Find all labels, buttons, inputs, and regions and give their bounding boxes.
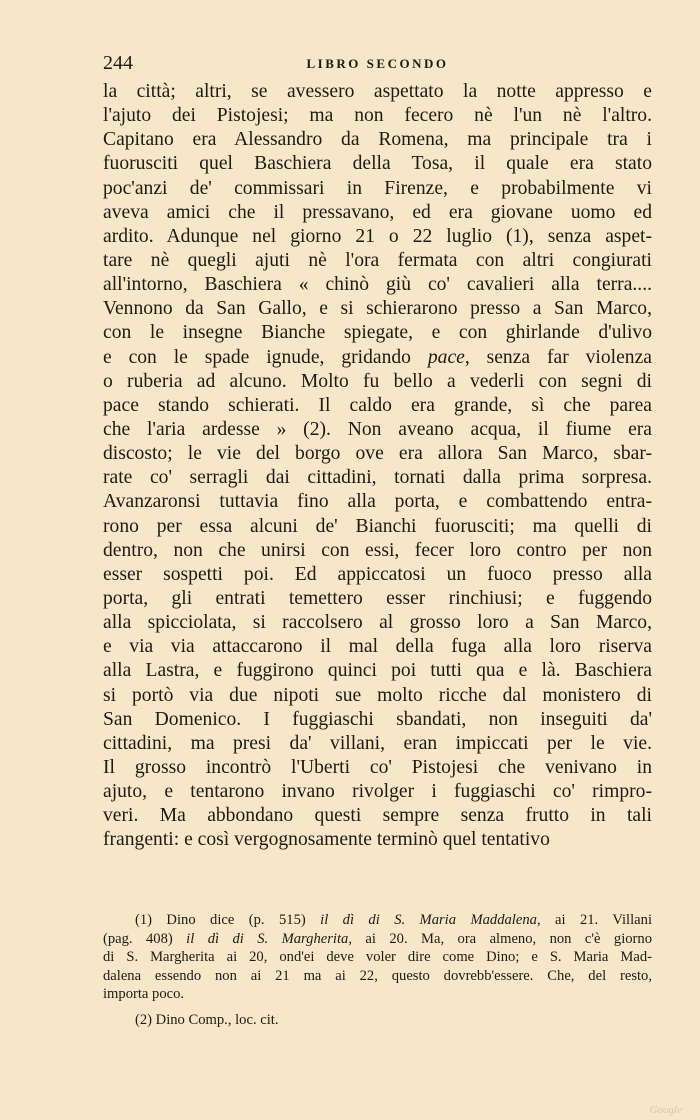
footnote-line: di S. Margherita ai 20, ond'ei deve voler dire come Dino; e S. Maria Mad-: [103, 949, 652, 965]
text-line: Avanzaronsi tuttavia fino alla porta, e combattendo entra-: [103, 491, 652, 513]
text-line: ardito. Adunque nel giorno 21 o 22 luglio (1), senza aspet-: [103, 225, 652, 247]
text-line: tare nè quegli ajuti nè l'ora fermata con altri congiurati: [103, 249, 652, 271]
text-line: e con le spade ignude, gridando pace, senza far violenza: [103, 346, 652, 368]
body-text: [103, 80, 652, 853]
watermark: Google: [649, 1104, 682, 1116]
text-line: esser sospetti poi. Ed appiccatosi un fuoco presso alla: [103, 563, 652, 585]
running-head: [103, 52, 652, 76]
footnote-line: importa poco.: [103, 986, 185, 1002]
footnote-line: (1) Dino dice (p. 515) il dì di S. Maria Maddalena, ai 21. Villani: [135, 912, 652, 928]
text-line: San Domenico. I fuggiaschi sbandati, non inseguiti da': [103, 708, 652, 730]
text-line: che l'aria ardesse » (2). Non aveano acqua, il fiume era: [103, 418, 652, 440]
header-title: LIBRO SECONDO: [306, 56, 449, 71]
text-line: si portò via due nipoti sue molto ricche dal monistero di: [103, 684, 652, 706]
text-line: rono per essa alcuni de' Bianchi fuorusciti; ma quelli di: [103, 515, 652, 537]
text-line: poc'anzi de' commissari in Firenze, e probabilmente vi: [103, 177, 652, 199]
text-line: cittadini, ma presi da' villani, eran impiccati per le vie.: [103, 732, 652, 754]
footnote-line: dalena essendo non ai 21 ma ai 22, questo dovrebb'essere. Che, del resto,: [103, 967, 652, 984]
text-line: ajuto, e tentarono invano rivolger i fuggiaschi co' rimpro-: [103, 781, 652, 803]
text-line: all'intorno, Baschiera « chinò giù co' cavalieri alla terra....: [103, 274, 652, 296]
footnote-line: (pag. 408) il dì di S. Margherita, ai 20. Ma, ora almeno, non c'è giorno: [103, 930, 652, 947]
text-line: pace stando schierati. Il caldo era grande, sì che parea: [103, 394, 652, 416]
text-line: Il grosso incontrò l'Uberti co' Pistojesi che venivano in: [103, 756, 652, 778]
text-line: frangenti: e così vergognosamente terminò quel tentativo: [103, 829, 550, 851]
text-line: fuorusciti quel Baschiera della Tosa, il quale era stato: [103, 153, 652, 175]
text-line: o ruberia ad alcuno. Molto fu bello a vederli con segni di: [103, 370, 652, 392]
text-line: e via via attaccarono il mal della fuga alla loro riserva: [103, 636, 652, 658]
footnote-line: (2) Dino Comp., loc. cit.: [135, 1011, 279, 1028]
text-line: alla spicciolata, si raccolsero al grosso loro a San Marco,: [103, 612, 652, 634]
text-line: rate co' serragli dai cittadini, tornati dalla prima sorpresa.: [103, 467, 652, 489]
text-line: veri. Ma abbondano questi sempre senza frutto in tali: [103, 805, 652, 827]
text-line: Capitano era Alessandro da Romena, ma principale tra i: [103, 129, 652, 151]
text-line: discosto; le vie del borgo ove era allora San Marco, sbar-: [103, 443, 652, 465]
text-line: aveva amici che il pressavano, ed era giovane uomo ed: [103, 201, 652, 223]
text-line: la città; altri, se avessero aspettato la notte appresso e: [103, 81, 652, 102]
text-line: porta, gli entrati temettero esser rinchiusi; e fuggendo: [103, 587, 652, 609]
text-line: l'ajuto dei Pistojesi; ma non fecero nè l'un nè l'altro.: [103, 105, 652, 127]
text-line: con le insegne Bianche spiegate, e con ghirlande d'ulivo: [103, 322, 652, 344]
page-number: 244: [103, 52, 133, 74]
text-line: Vennono da San Gallo, e si schierarono presso a San Marco,: [103, 298, 652, 320]
text-line: alla Lastra, e fuggirono quinci poi tutti qua e là. Baschiera: [103, 660, 652, 682]
text-line: dentro, non che unirsi con essi, fecer loro contro per non: [103, 539, 652, 561]
footnotes: [103, 911, 652, 1029]
